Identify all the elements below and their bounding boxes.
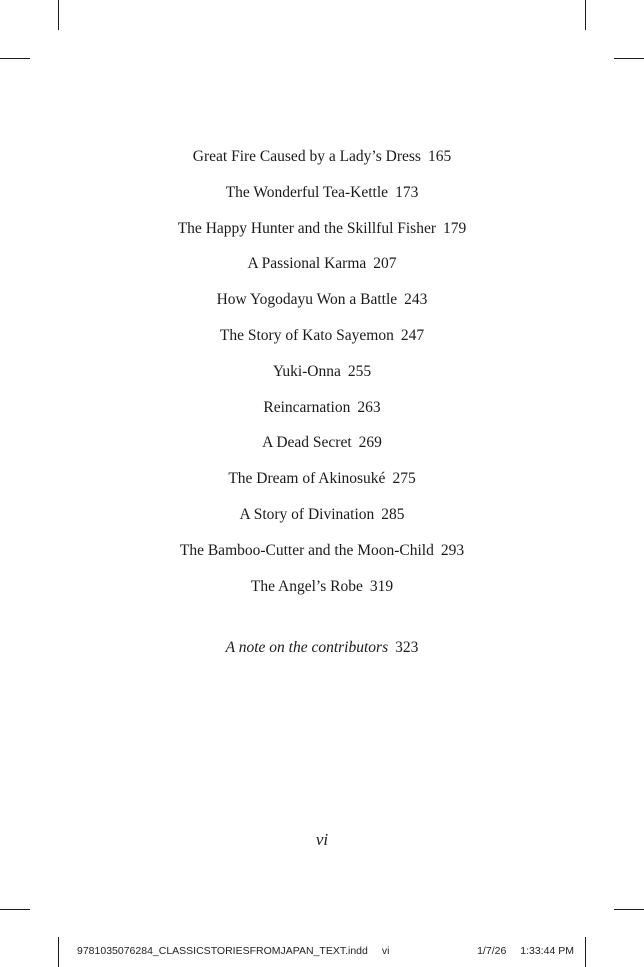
toc-entry-title: Yuki-Onna [272,362,341,380]
toc-note-entry [0,637,644,659]
slug-line-file [77,944,389,958]
toc-entry-title: The Angel’s Robe [250,577,363,595]
slug-filename: 9781035076284_CLASSICSTORIESFROMJAPAN_TEXT.indd [77,945,368,957]
toc-entry-page: 285 [381,505,405,523]
toc-entry [0,289,644,325]
toc-entry-page: 263 [357,398,381,416]
crop-mark-right-top [614,58,644,59]
toc-entry [0,576,644,612]
toc-entry [0,540,644,576]
table-of-contents [0,146,644,611]
toc-entry-title: The Story of Kato Sayemon [219,326,394,344]
toc-entry-page: 247 [400,326,425,344]
toc-entry-title: How Yogodayu Won a Battle [216,291,398,309]
toc-entry-title: A Story of Divination [239,505,375,523]
slug-date: 1/7/26 [477,945,507,957]
toc-entry [0,325,644,361]
toc-entry [0,504,644,540]
crop-mark-bottom-left [58,937,59,967]
toc-entry-title: The Dream of Akinosuké [228,470,386,488]
toc-entry-page: 173 [395,183,419,201]
toc-entry [0,468,644,504]
toc-entry-title: Reincarnation [263,398,351,416]
toc-entry-page: 255 [347,362,372,380]
toc-entry [0,182,644,218]
slug-time: 1:33:44 PM [520,945,574,957]
slug-page: vi [381,945,390,957]
crop-mark-top-left [58,0,59,30]
crop-mark-bottom-right [585,937,586,967]
toc-note-page: 323 [395,639,419,656]
toc-entry [0,397,644,433]
toc-entry-page: 207 [373,255,397,273]
toc-entry [0,218,644,254]
toc-entry [0,361,644,397]
crop-mark-right-bottom [614,909,644,910]
toc-entry [0,432,644,468]
toc-entry [0,146,644,182]
page-folio: vi [315,830,329,849]
toc-entry-page: 319 [369,577,394,595]
toc-entry-page: 243 [404,291,428,309]
toc-entry-title: The Wonderful Tea-Kettle [225,183,389,201]
toc-entry-title: Great Fire Caused by a Lady’s Dress [192,148,421,165]
crop-mark-left-bottom [0,909,30,910]
toc-entry-title: A Dead Secret [262,434,352,452]
crop-mark-left-top [0,58,30,59]
toc-entry-page: 179 [443,219,467,237]
crop-mark-top-right [585,0,586,30]
toc-entry-page: 293 [440,541,465,559]
toc-entry-page: 275 [392,470,416,488]
toc-entry [0,253,644,289]
toc-note-title: A note on the contributors [225,639,389,656]
toc-entry-title: The Bamboo-Cutter and the Moon-Child [179,541,434,559]
toc-entry-title: A Passional Karma [247,255,367,273]
toc-entry-title: The Happy Hunter and the Skillful Fisher [177,219,437,237]
slug-line-timestamp [477,944,574,958]
toc-entry-page: 165 [427,148,452,165]
toc-entry-page: 269 [358,434,382,452]
